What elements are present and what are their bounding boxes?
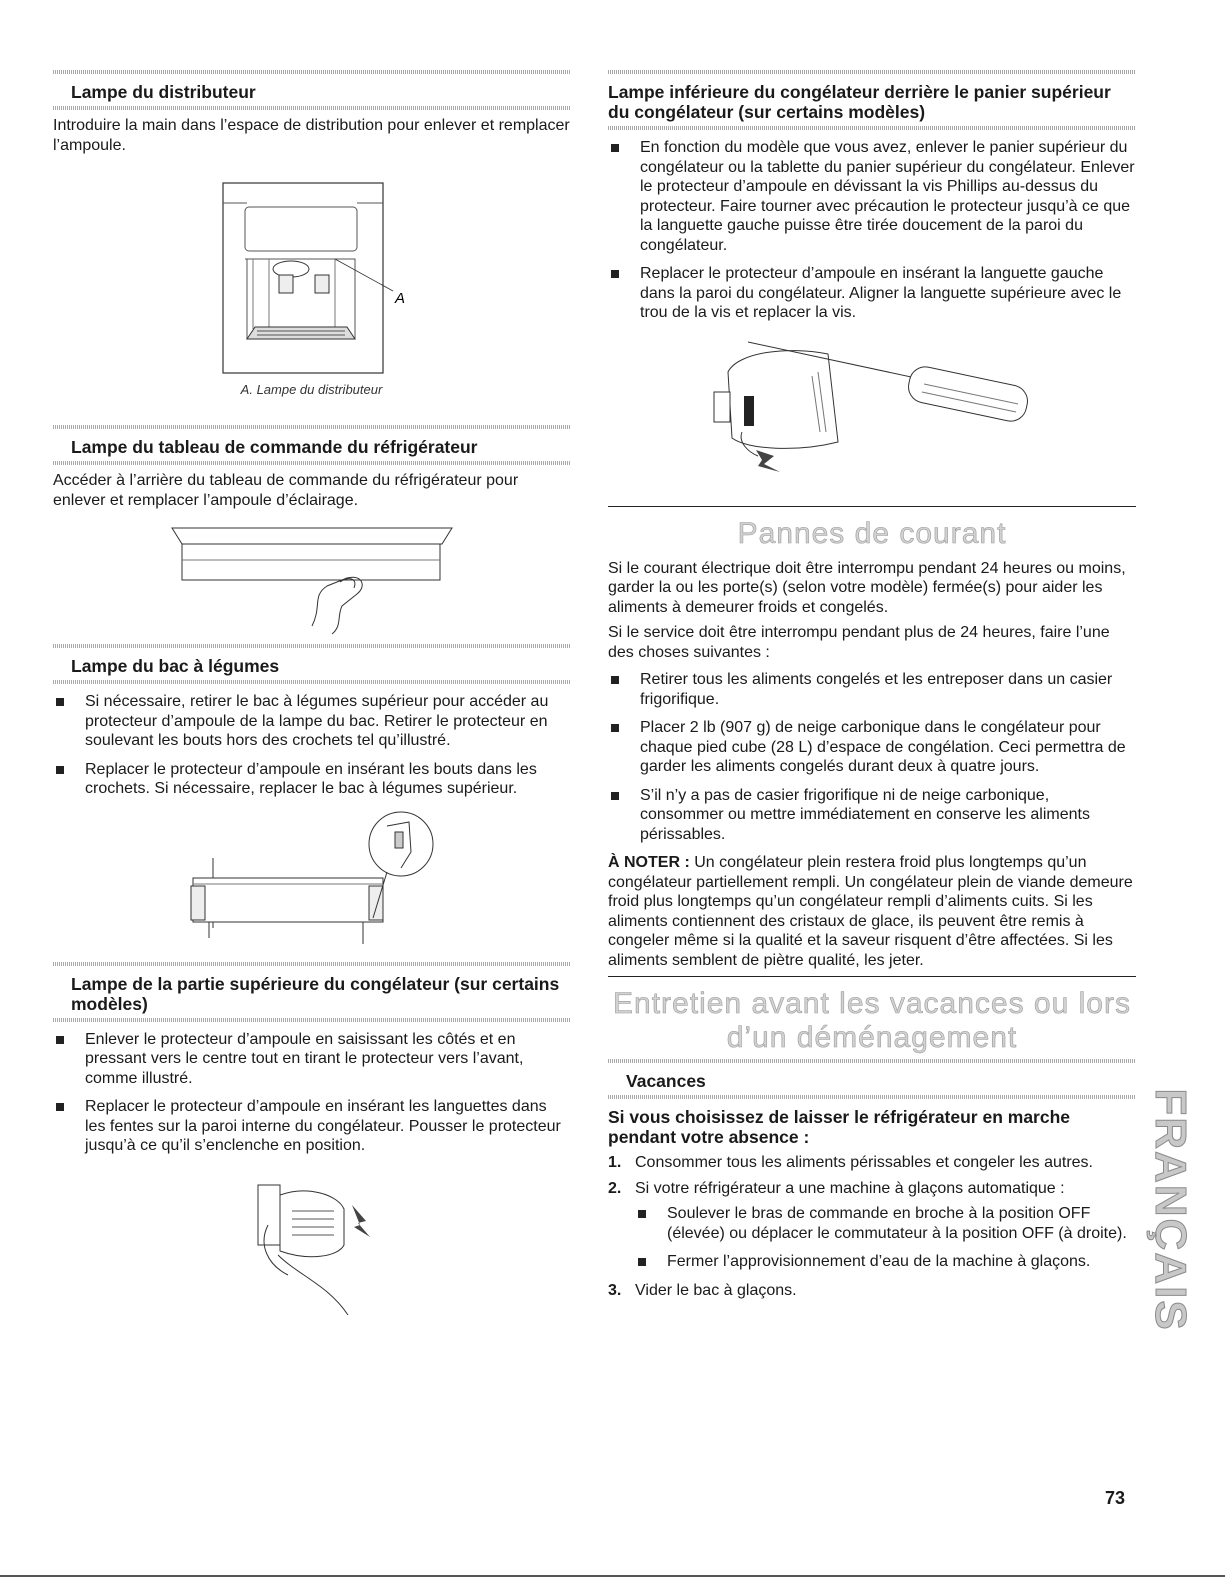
divider bbox=[53, 680, 570, 684]
crisper-light-illustration bbox=[183, 808, 453, 948]
bottom-rule bbox=[0, 1575, 1225, 1577]
step-text: Consommer tous les aliments périssables et congeler les autres. bbox=[635, 1154, 1093, 1171]
list-item: Si nécessaire, retirer le bac à légumes supérieur pour accéder au protecteur d’ampoule de la lampe du bac. Retirer le protecteur en soulevant les bouts hors des crochets tel qu’illustré. bbox=[53, 692, 570, 751]
fig-label-a: A bbox=[394, 290, 405, 307]
list-item: Replacer le protecteur d’ampoule en insérant les languettes dans les fentes sur la paroi interne du congélateur. Pousser le protecteur jusqu’à ce qu’il s’enclenche en position. bbox=[53, 1097, 570, 1156]
divider bbox=[608, 126, 1136, 130]
ice-maker-sublist bbox=[635, 1204, 1136, 1272]
divider bbox=[53, 644, 570, 648]
list-item: Soulever le bras de commande en broche à la position OFF (élevée) ou déplacer le commutateur à la position OFF (à droite). bbox=[635, 1204, 1136, 1243]
step-number: 3. bbox=[608, 1281, 622, 1299]
right-column bbox=[608, 70, 1136, 1306]
dispenser-light-illustration bbox=[217, 179, 407, 379]
step-text: Si votre réfrigérateur a une machine à glaçons automatique : bbox=[635, 1179, 1065, 1197]
divider bbox=[608, 1095, 1136, 1099]
list-item: Replacer le protecteur d’ampoule en insérant la languette gauche dans la paroi du congélateur. Aligner la languette supérieure avec le trou de la vis et replacer la vis. bbox=[608, 264, 1136, 323]
list-item: Enlever le protecteur d’ampoule en saisissant les côtés et en pressant vers le centre tout en tirant le protecteur vers l’avant, comme illustré. bbox=[53, 1030, 570, 1089]
step-item bbox=[608, 1153, 1136, 1173]
section-title-lower-freezer-light: Lampe inférieure du congélateur derrière le panier supérieur du congélateur (sur certains modèles) bbox=[608, 82, 1111, 122]
language-side-tab-label: FRANÇAIS bbox=[1146, 1088, 1195, 1332]
divider bbox=[53, 106, 570, 110]
list-item: Fermer l’approvisionnement d’eau de la machine à glaçons. bbox=[635, 1252, 1136, 1272]
list-item: En fonction du modèle que vous avez, enlever le panier supérieur du congélateur ou la tablette du panier supérieur du congélateur. Enlever le protecteur d’ampoule en dévissant la vis Phillips au-dessus du protecteur. Faire tourner avec précaution le protecteur jusqu’à ce que la languette gauche puisse être tirée doucement de la paroi du congélateur. bbox=[608, 138, 1136, 255]
vacation-subtitle: Vacances bbox=[626, 1071, 706, 1091]
power-outage-paragraph-2: Si le service doit être interrompu pendant plus de 24 heures, faire l’une des choses suivantes : bbox=[608, 624, 1110, 661]
divider bbox=[53, 425, 570, 429]
section-title-upper-freezer-light: Lampe de la partie supérieure du congélateur (sur certains modèles) bbox=[71, 973, 560, 1014]
section-title-dispenser-light: Lampe du distributeur bbox=[71, 82, 256, 102]
note-paragraph bbox=[608, 853, 1136, 970]
upper-freezer-light-illustration bbox=[248, 1165, 388, 1315]
step-item bbox=[608, 1179, 1136, 1272]
divider bbox=[53, 70, 570, 74]
dispenser-light-text: Introduire la main dans l’espace de distribution pour enlever et remplacer l’ampoule. bbox=[53, 117, 570, 154]
note-label: À NOTER : bbox=[608, 854, 690, 871]
vacation-title-line-1: Entretien avant les vacances ou lors bbox=[613, 987, 1131, 1020]
vacation-title-line-2: d’un déménagement bbox=[726, 1021, 1018, 1054]
dispenser-light-caption: A. Lampe du distributeur bbox=[240, 382, 383, 397]
step-text: Vider le bac à glaçons. bbox=[635, 1281, 797, 1299]
vacation-heading: Si vous choisissez de laisser le réfrigérateur en marche pendant votre absence : bbox=[608, 1107, 1071, 1147]
section-title-crisper-light: Lampe du bac à légumes bbox=[71, 656, 280, 676]
power-outage-paragraph-1: Si le courant électrique doit être interrompu pendant 24 heures ou moins, garder la ou les porte(s) (selon votre modèle) fermée(s) pour aider les aliments à demeurer froids et congelés. bbox=[608, 559, 1126, 616]
control-panel-light-illustration bbox=[162, 516, 462, 636]
control-panel-light-text: Accéder à l’arrière du tableau de commande du réfrigérateur pour enlever et remplacer l’ampoule d’éclairage. bbox=[53, 472, 519, 509]
vacation-steps bbox=[608, 1153, 1136, 1300]
language-side-tab bbox=[1140, 1075, 1200, 1345]
vacation-title bbox=[608, 987, 1136, 1055]
divider bbox=[53, 1018, 570, 1022]
section-title-control-panel-light: Lampe du tableau de commande du réfrigérateur bbox=[71, 437, 478, 457]
crisper-light-list bbox=[53, 692, 570, 799]
step-item bbox=[608, 1281, 1136, 1301]
power-outage-title: Pannes de courant bbox=[737, 516, 1007, 550]
list-item: Placer 2 lb (907 g) de neige carbonique dans le congélateur pour chaque pied cube (28 L) d’espace de congélation. Ceci permettra de garder les aliments congelés durant deux à quatre jours. bbox=[608, 718, 1136, 777]
section-rule bbox=[608, 506, 1136, 507]
section-rule bbox=[608, 976, 1136, 977]
divider bbox=[53, 962, 570, 966]
lower-freezer-light-illustration bbox=[708, 332, 1038, 492]
note-text: Un congélateur plein restera froid plus longtemps qu’un congélateur partiellement rempli. Un congélateur plein de viande demeure froid plus longtemps qu’un congélateur rempli d’aliments cuits. Si les aliments contiennent des cristaux de glace, ils peuvent être remis à congeler même si la qualité et la saveur risquent d’être affectées. Si les aliments semblent de piètre qualité, les jeter. bbox=[608, 854, 1133, 969]
power-outage-list bbox=[608, 670, 1136, 844]
divider bbox=[608, 1059, 1136, 1063]
page-number: 73 bbox=[1104, 1488, 1125, 1508]
list-item: S’il n’y a pas de casier frigorifique ni de neige carbonique, consommer ou mettre immédiatement en conserve les aliments périssables. bbox=[608, 786, 1136, 845]
list-item: Retirer tous les aliments congelés et les entreposer dans un casier frigorifique. bbox=[608, 670, 1136, 709]
divider bbox=[53, 461, 570, 465]
step-number: 2. bbox=[608, 1179, 622, 1197]
list-item: Replacer le protecteur d’ampoule en insérant les bouts dans les crochets. Si nécessaire, replacer le bac à légumes supérieur. bbox=[53, 760, 570, 799]
step-number: 1. bbox=[608, 1154, 622, 1171]
left-column bbox=[53, 70, 570, 1315]
divider bbox=[608, 70, 1136, 74]
upper-freezer-light-list bbox=[53, 1030, 570, 1156]
lower-freezer-light-list bbox=[608, 138, 1136, 323]
